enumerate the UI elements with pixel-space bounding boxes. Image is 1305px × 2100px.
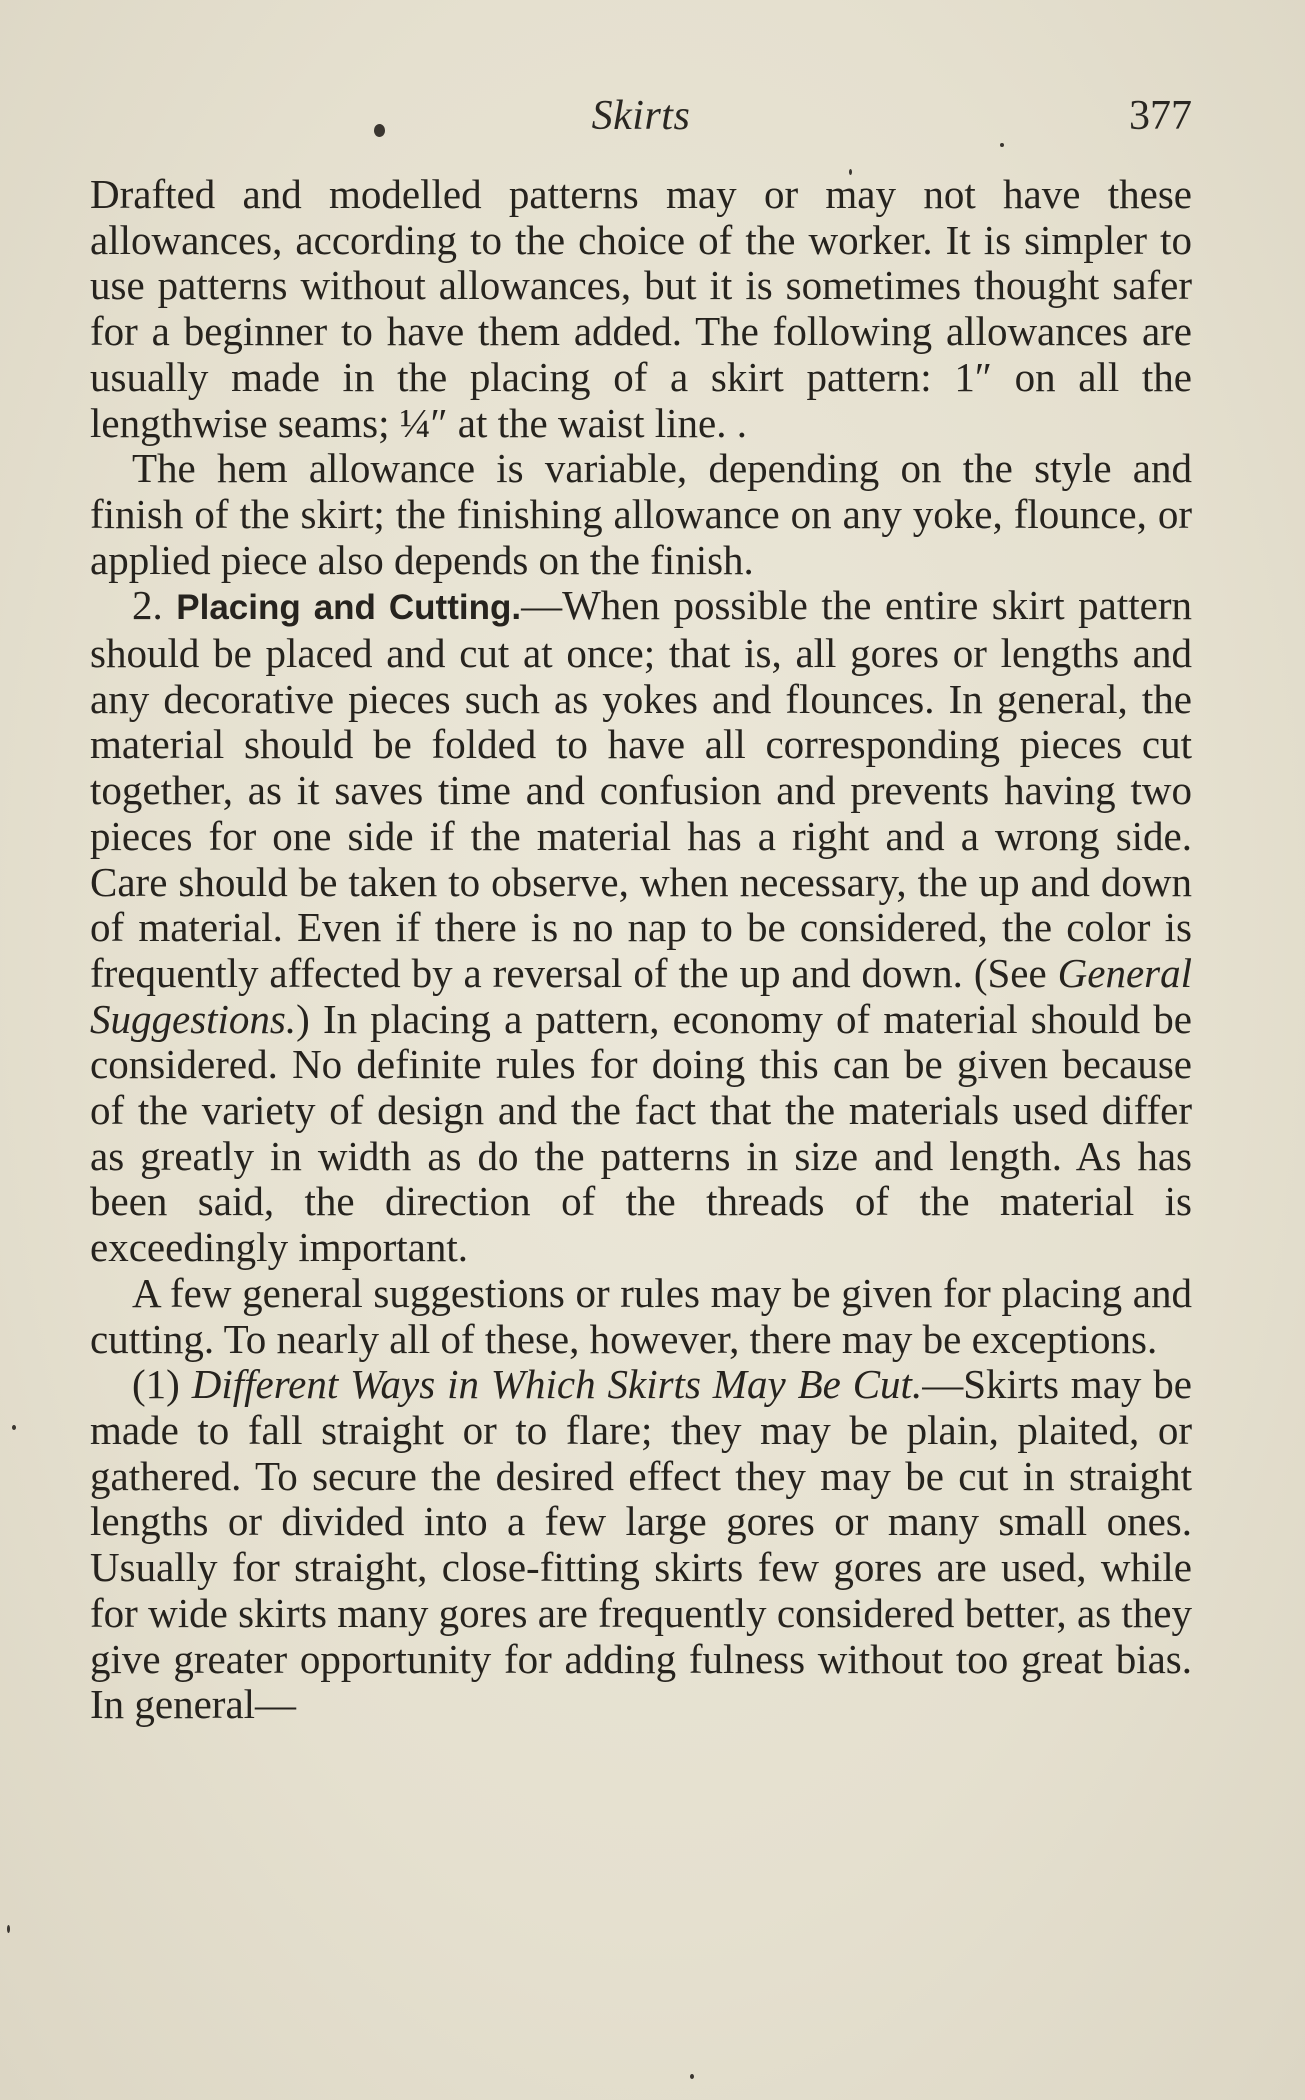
paragraph-hem-allowance: The hem allowance is variable, depending on the style and finish of the skirt; the finishing allowance on any yoke, flounce, or applied piece also depends on the finish. (90, 445, 1192, 583)
subsection-ways-to-cut (90, 1362, 1192, 1728)
page-header (90, 92, 1192, 152)
section-body-part-1: —When possible the entire skirt pattern should be placed and cut at once; that is, all gores or lengths and any decorative pieces such as yokes and flounces. In general, the material should be folded to have all corresponding pieces cut together, as it saves time and confusion and prevents having two pieces for one side if the material has a right and a wrong side. Care should be taken to observe, when necessary, the up and down of material. Even if there is no nap to be considered, the color is frequently affected by a reversal of the up and down. (See (90, 582, 1192, 996)
ink-speck (7, 1925, 10, 1933)
section-number: 2. (132, 582, 163, 629)
body-text (90, 172, 1192, 1728)
section-heading: Placing and Cutting. (176, 588, 522, 628)
ink-speck (12, 1425, 16, 1430)
paragraph-allowances: Drafted and modelled patterns may or may not have these allowances, according to the choice of the worker. It is simpler to use patterns without allowances, but it is sometimes thought safer for a beginner to have them added. The following allowances are usually made in the placing of a skirt pattern: 1″ on all the lengthwise seams; ¼″ at the waist line. . (90, 171, 1192, 446)
running-head: Skirts (591, 93, 691, 139)
section-placing-and-cutting (90, 583, 1192, 1271)
subsection-number: (1) (132, 1361, 180, 1408)
page-number: 377 (1129, 93, 1192, 139)
cross-reference: General Suggestions. (90, 949, 1192, 1042)
section-body-part-2: ) In placing a pattern, economy of material should be considered. No definite rules for doing this can be given because of the variety of design and the fact that the materials used differ as greatly in width as do the patterns in size and length. As has been said, the direction of the threads of the material is exceedingly important. (90, 995, 1192, 1271)
subsection-body: —Skirts may be made to fall straight or to flare; they may be plain, plaited, or gathered. To secure the desired effect they may be cut in straight lengths or divided into a few large gores or many small ones. Usually for straight, close-fitting skirts few gores are used, while for wide skirts many gores are frequently considered better, as they give greater opportunity for adding fulness without too great bias. In general— (90, 1361, 1192, 1728)
paragraph-general-suggestions: A few general suggestions or rules may be given for placing and cutting. To nearly all of these, however, there may be exceptions. (90, 1269, 1192, 1362)
subsection-heading: Different Ways in Which Skirts May Be Cut. (191, 1361, 923, 1408)
ink-speck (690, 2074, 694, 2079)
